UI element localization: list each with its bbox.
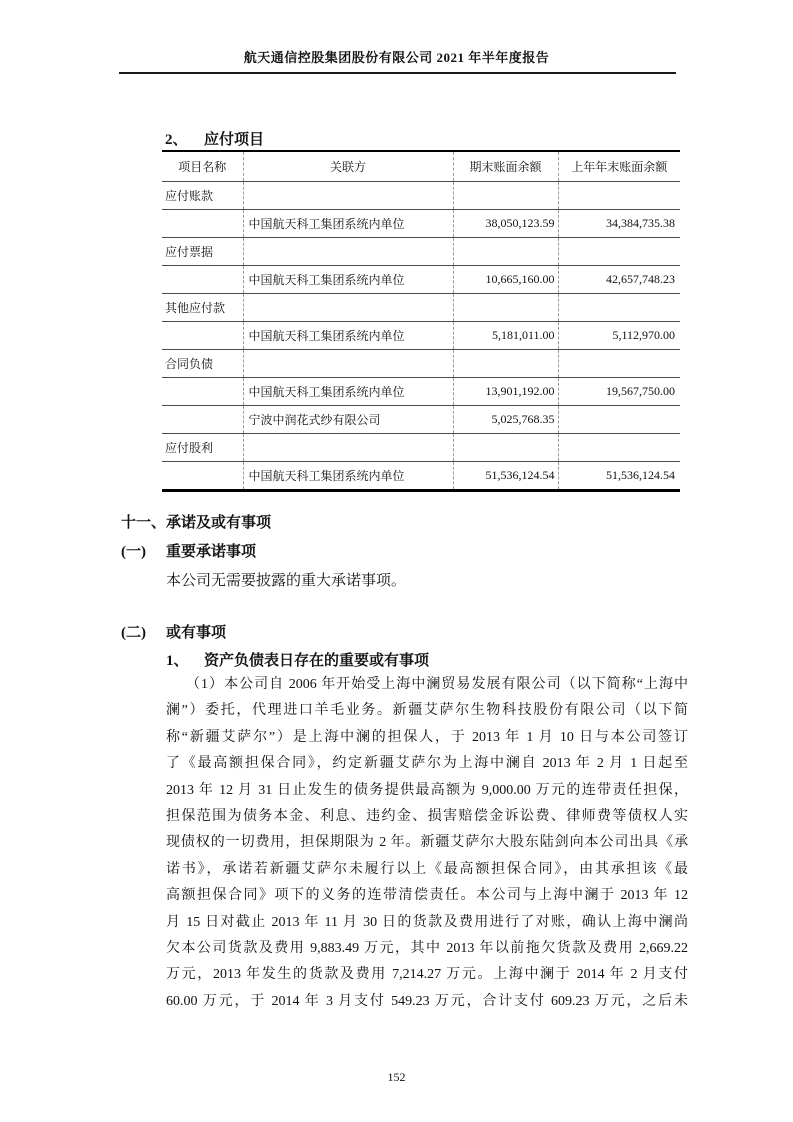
table-cell-party: 中国航天科工集团系统内单位: [243, 322, 453, 350]
table-cell-prior: [558, 182, 680, 210]
payables-section-title: 应付项目: [204, 132, 265, 148]
table-cell-prior: [558, 294, 680, 322]
table-cell-ending: 5,025,768.35: [453, 406, 558, 434]
important-commitments-heading: [121, 540, 256, 561]
commitments-title: 承诺及或有事项: [166, 515, 272, 531]
table-cell-party: [243, 294, 453, 322]
paragraph-line: 诺书》，承诺若新疆艾萨尔未履行以上《最高额担保合同》，由其承担该《最: [166, 861, 688, 877]
table-cell-item: [162, 322, 243, 350]
table-cell-ending: [453, 434, 558, 462]
table-cell-prior: [558, 238, 680, 266]
payables-section-number: 2、: [165, 132, 188, 148]
paragraph-line: 2013 年 12 月 31 日止发生的债务提供最高额为 9,000.00 万元的连带责任担保，: [166, 782, 688, 798]
paragraph-line: 担保范围为债务本金、利息、违约金、损害赔偿金诉讼费、律师费等债权人实: [166, 808, 688, 824]
table-row: [162, 378, 680, 406]
header-rule: [119, 72, 676, 74]
document-header-title: 航天通信控股集团股份有限公司 2021 年半年度报告: [243, 50, 550, 65]
table-cell-ending: 51,536,124.54: [453, 462, 558, 491]
paragraph-line: 高额担保合同》项下的义务的连带清偿责任。本公司与上海中澜于 2013 年 12: [166, 888, 688, 904]
table-cell-prior: [558, 350, 680, 378]
paragraph-line: 了《最高额担保合同》，约定新疆艾萨尔为上海中澜自 2013 年 2 月 1 日起至: [166, 756, 688, 772]
important-commitments-title: 重要承诺事项: [166, 544, 257, 560]
table-cell-ending: [453, 182, 558, 210]
balance-sheet-contingency-title: 资产负债表日存在的重要或有事项: [204, 653, 430, 669]
table-cell-party: [243, 434, 453, 462]
payables-table: [162, 150, 680, 492]
paragraph-line: 万元，2013 年发生的货款及费用 7,214.27 万元。上海中澜于 2014 年 2 月支付: [166, 967, 688, 983]
table-cell-party: 中国航天科工集团系统内单位: [243, 266, 453, 294]
table-cell-prior: [558, 434, 680, 462]
table-header-row: [162, 151, 680, 182]
table-cell-item: 应付股利: [162, 434, 243, 462]
table-row: [162, 406, 680, 434]
table-row: [162, 266, 680, 294]
important-commitments-body: 本公司无需要披露的重大承诺事项。: [166, 573, 407, 589]
column-header-prior: 上年年末账面余额: [558, 151, 680, 182]
table-row: [162, 322, 680, 350]
paragraph-line: 月 15 日对截止 2013 年 11 月 30 日的货款及费用进行了对账，确认上海中澜尚: [166, 914, 688, 930]
table-cell-prior: 42,657,748.23: [558, 266, 680, 294]
table-cell-party: 中国航天科工集团系统内单位: [243, 462, 453, 491]
table-cell-prior: 5,112,970.00: [558, 322, 680, 350]
table-row: [162, 238, 680, 266]
table-cell-party: [243, 350, 453, 378]
table-cell-ending: 5,181,011.00: [453, 322, 558, 350]
page-number: 152: [387, 1070, 406, 1084]
table-row: [162, 294, 680, 322]
payables-table-body: [162, 182, 680, 491]
table-cell-prior: [558, 406, 680, 434]
paragraph-line: 现债权的一切费用，担保期限为 2 年。新疆艾萨尔大股东陆剑向本公司出具《承: [166, 835, 688, 851]
table-cell-item: [162, 462, 243, 491]
contingent-events-title: 或有事项: [166, 625, 227, 641]
table-row: [162, 434, 680, 462]
paragraph-line: 澜”）委托，代理进口羊毛业务。新疆艾萨尔生物科技股份有限公司（以下简: [166, 703, 688, 719]
important-commitments-number: (一): [121, 544, 146, 560]
table-cell-ending: [453, 294, 558, 322]
table-row: [162, 462, 680, 491]
table-cell-ending: [453, 350, 558, 378]
column-header-item: 项目名称: [162, 151, 243, 182]
table-cell-party: [243, 182, 453, 210]
table-cell-party: 中国航天科工集团系统内单位: [243, 210, 453, 238]
table-cell-prior: 19,567,750.00: [558, 378, 680, 406]
table-cell-item: 合同负债: [162, 350, 243, 378]
paragraph-line: （1）本公司自 2006 年开始受上海中澜贸易发展有限公司（以下简称“上海中: [186, 677, 688, 692]
paragraph-line: 欠本公司货款及费用 9,883.49 万元，其中 2013 年以前拖欠货款及费用 2,669.22: [166, 940, 688, 956]
contingent-events-number: (二): [121, 625, 146, 641]
table-cell-ending: 38,050,123.59: [453, 210, 558, 238]
balance-sheet-contingency-number: 1、: [166, 653, 189, 669]
table-cell-prior: 34,384,735.38: [558, 210, 680, 238]
contingent-events-heading: [121, 621, 226, 642]
column-header-ending: 期末账面余额: [453, 151, 558, 182]
balance-sheet-contingency-heading: [166, 649, 429, 670]
table-cell-item: 其他应付款: [162, 294, 243, 322]
commitments-number: 十一、: [121, 515, 167, 531]
table-cell-item: [162, 406, 243, 434]
table-cell-ending: 13,901,192.00: [453, 378, 558, 406]
column-header-party: 关联方: [243, 151, 453, 182]
table-cell-item: 应付票据: [162, 238, 243, 266]
table-cell-item: [162, 210, 243, 238]
paragraph-line: 称“新疆艾萨尔”）是上海中澜的担保人，于 2013 年 1 月 10 日与本公司签订: [166, 729, 688, 745]
table-cell-item: [162, 266, 243, 294]
table-row: [162, 350, 680, 378]
table-cell-prior: 51,536,124.54: [606, 468, 675, 482]
table-row: [162, 182, 680, 210]
table-cell-party: [243, 238, 453, 266]
table-cell-party: 宁波中润花式纱有限公司: [243, 406, 453, 434]
payables-section-heading: [165, 128, 264, 149]
table-cell-ending: 10,665,160.00: [453, 266, 558, 294]
table-cell-item: 应付账款: [162, 182, 243, 210]
paragraph-line: 60.00 万元，于 2014 年 3 月支付 549.23 万元，合计支付 609.23 万元，之后未: [166, 993, 688, 1009]
table-cell-ending: [453, 238, 558, 266]
table-cell-item: [162, 378, 243, 406]
table-cell-party: 中国航天科工集团系统内单位: [243, 378, 453, 406]
contingency-paragraph: [166, 672, 688, 1015]
commitments-heading: [121, 511, 271, 532]
table-row: [162, 210, 680, 238]
